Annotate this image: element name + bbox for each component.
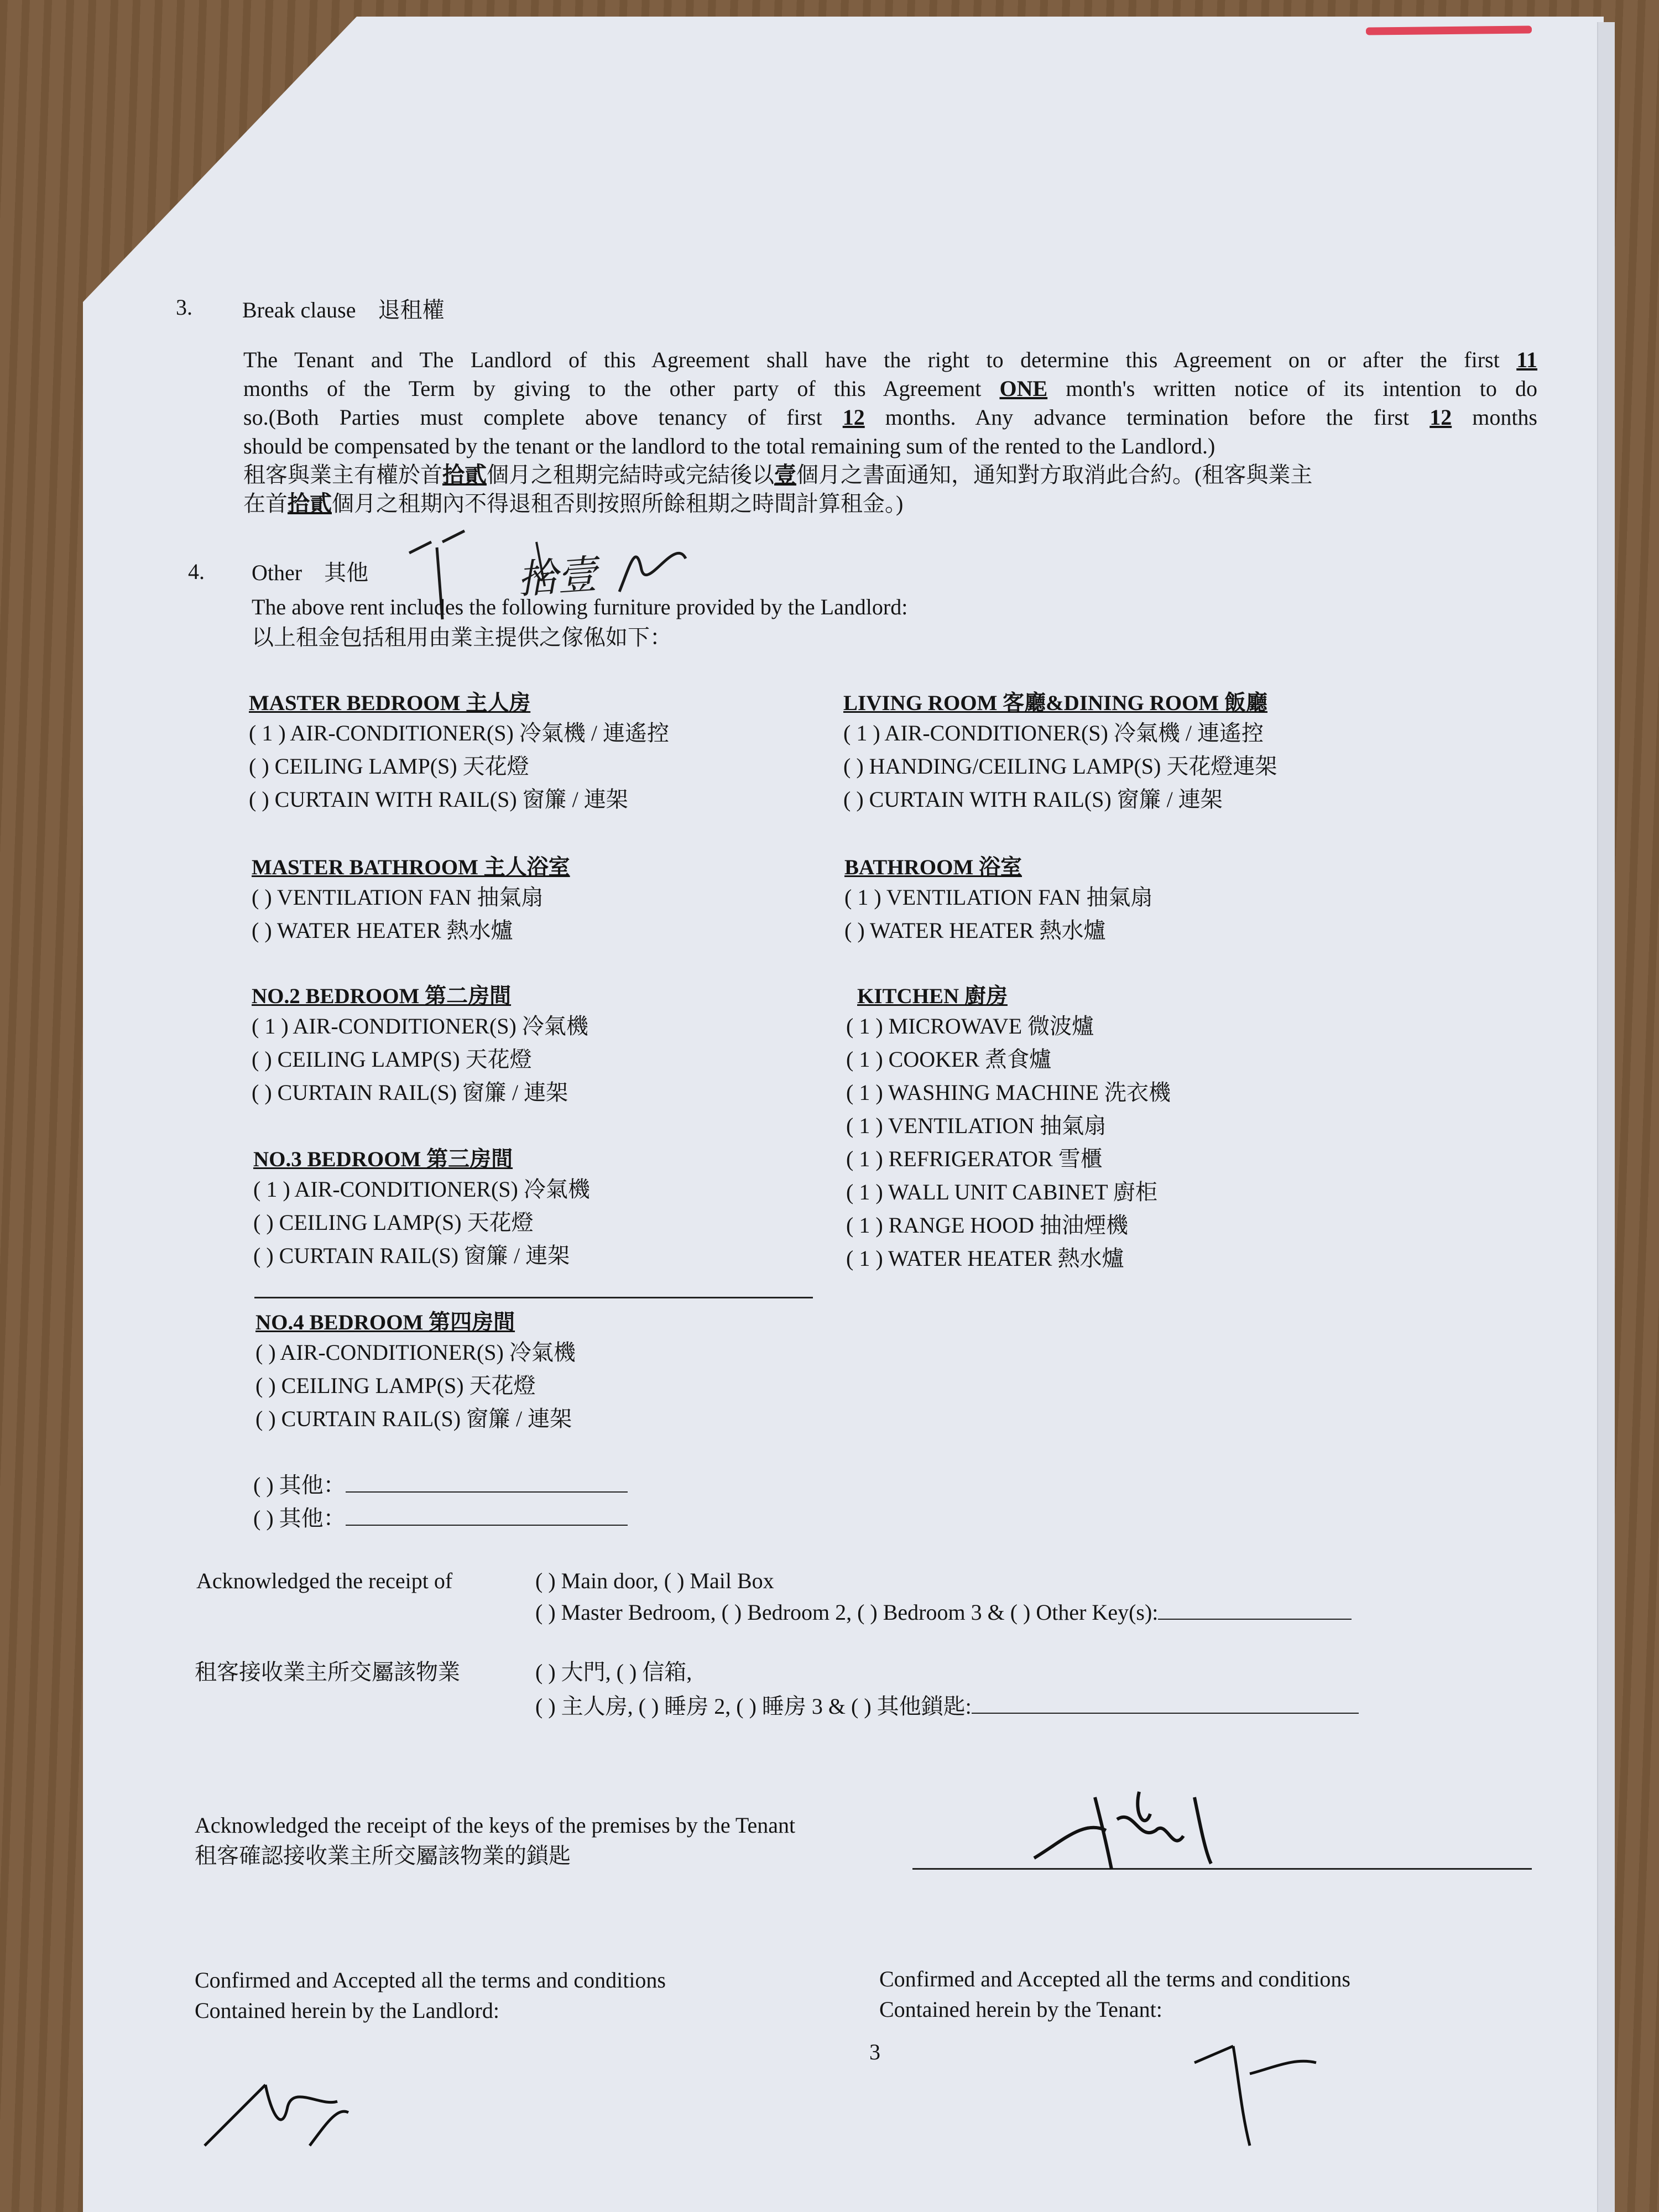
list-item: ( ) CURTAIN RAIL(S) 窗簾 / 連架 xyxy=(252,1080,568,1105)
list-item: ( 1 ) REFRIGERATOR 雪櫃 xyxy=(846,1146,1103,1171)
list-item: ( 1 ) AIR-CONDITIONER(S) 冷氣機 / 連遙控 xyxy=(843,721,1264,745)
section-divider xyxy=(254,1297,813,1298)
clause-3-line-4: should be compensated by the tenant or the landlord to the total remaining sum of the rented to the Landlord.) xyxy=(243,434,1215,458)
room-heading: NO.3 BEDROOM 第三房間 xyxy=(253,1147,513,1171)
keys-zh-line-2: ( ) 主人房, ( ) 睡房 2, ( ) 睡房 3 & ( ) 其他鎖匙: xyxy=(535,1691,1359,1721)
list-item: ( ) CEILING LAMP(S) 天花燈 xyxy=(253,1210,534,1235)
list-item: ( 1 ) COOKER 煮食爐 xyxy=(846,1047,1052,1072)
room-heading: NO.4 BEDROOM 第四房間 xyxy=(255,1311,515,1334)
tenant-key-signature xyxy=(1029,1775,1239,1886)
room-heading: KITCHEN 廚房 xyxy=(857,984,1008,1008)
clause-3-zh-line-2: 在首拾貳個月之租期內不得退租否則按照所餘租期之時間計算租金。) xyxy=(243,491,904,516)
room-heading: NO.2 BEDROOM 第二房間 xyxy=(252,984,512,1008)
clause-4-zh-line: 以上租金包括租用由業主提供之傢俬如下： xyxy=(252,625,672,650)
other-keys-blank xyxy=(1158,1597,1352,1620)
clause-4-en-line: The above rent includes the following furniture provided by the Landlord: xyxy=(252,594,908,619)
list-item: ( ) HANDING/CEILING LAMP(S) 天花燈連架 xyxy=(843,754,1277,779)
clause-3-line-2: months of the Term by giving to the other party of this Agreement ONE month's written notice of its intention to do xyxy=(243,376,1537,401)
room-no4-bedroom xyxy=(255,1305,576,1438)
landlord-confirm-l2: Contained herein by the Landlord: xyxy=(195,1998,499,2023)
clause-3-number: 3. xyxy=(176,295,192,320)
room-master-bathroom xyxy=(252,850,570,950)
keys-zh-line-1: ( ) 大門, ( ) 信箱, xyxy=(535,1660,692,1684)
list-item: ( ) WATER HEATER 熱水爐 xyxy=(252,918,513,943)
list-item: ( ) VENTILATION FAN 抽氣扇 xyxy=(252,885,544,910)
list-item: ( ) CURTAIN RAIL(S) 窗簾 / 連架 xyxy=(255,1406,572,1431)
list-item: ( ) CURTAIN WITH RAIL(S) 窗簾 / 連架 xyxy=(249,787,628,812)
list-item: ( ) CEILING LAMP(S) 天花燈 xyxy=(249,754,529,779)
handwritten-note: 拾壹 xyxy=(515,551,599,603)
clause-3-line-3: so.(Both Parties must complete above tenancy of first 12 months. Any advance termination before the first 12 months xyxy=(243,405,1537,430)
room-heading: MASTER BATHROOM 主人浴室 xyxy=(252,855,570,879)
room-heading: MASTER BEDROOM 主人房 xyxy=(249,691,531,715)
tenant-signature xyxy=(1189,2024,1333,2179)
clause-3-zh-line-1: 租客與業主有權於首拾貳個月之租期完結時或完結後以壹個月之書面通知，通知對方取消此合約。(租客與業主 xyxy=(243,462,1313,487)
room-heading: LIVING ROOM 客廳&DINING ROOM 飯廳 xyxy=(843,691,1267,715)
list-item: ( ) CURTAIN WITH RAIL(S) 窗簾 / 連架 xyxy=(843,787,1223,812)
tenant-ack-en: Acknowledged the receipt of the keys of the premises by the Tenant xyxy=(195,1813,796,1838)
clause-3-title: Break clause 退租權 xyxy=(242,298,445,322)
list-item: ( 1 ) WASHING MACHINE 洗衣機 xyxy=(846,1080,1171,1105)
list-item: ( 1 ) VENTILATION 抽氣扇 xyxy=(846,1113,1107,1138)
landlord-confirm-l1: Confirmed and Accepted all the terms and conditions xyxy=(195,1968,666,1992)
landlord-signature xyxy=(199,2024,376,2179)
room-bathroom xyxy=(844,850,1152,950)
stacked-pages-edge xyxy=(1597,22,1615,2212)
keys-en-line-1: ( ) Main door, ( ) Mail Box xyxy=(535,1568,774,1593)
room-living-dining xyxy=(843,686,1277,818)
room-heading: BATHROOM 浴室 xyxy=(844,855,1022,879)
list-item: ( 1 ) WALL UNIT CABINET 廚柜 xyxy=(846,1180,1157,1204)
list-item: ( 1 ) RANGE HOOD 抽油煙機 xyxy=(846,1213,1128,1238)
other-keys-zh-blank xyxy=(972,1691,1359,1714)
clause-3-line-1: The Tenant and The Landlord of this Agreement shall have the right to determine this Agreement on or after the first 11 xyxy=(243,347,1537,372)
clause-4-number: 4. xyxy=(188,559,205,584)
other-item-2: ( ) 其他： xyxy=(253,1503,628,1533)
list-item: ( 1 ) VENTILATION FAN 抽氣扇 xyxy=(844,885,1153,910)
other-item-2-blank xyxy=(346,1503,628,1526)
room-no2-bedroom xyxy=(252,979,588,1112)
tenant-confirm-l1: Confirmed and Accepted all the terms and conditions xyxy=(879,1966,1350,1991)
keys-en-label: Acknowledged the receipt of xyxy=(196,1568,453,1593)
list-item: ( ) CURTAIN RAIL(S) 窗簾 / 連架 xyxy=(253,1243,570,1268)
list-item: ( 1 ) AIR-CONDITIONER(S) 冷氣機 / 連遙控 xyxy=(249,721,669,745)
list-item: ( 1 ) AIR-CONDITIONER(S) 冷氣機 xyxy=(252,1014,588,1039)
room-no3-bedroom xyxy=(253,1142,590,1275)
room-master-bedroom xyxy=(249,686,669,818)
keys-zh-label: 租客接收業主所交屬該物業 xyxy=(195,1660,460,1684)
clause-3-body xyxy=(243,346,1537,518)
page-number: 3 xyxy=(869,2039,880,2064)
tenant-confirm-l2: Contained herein by the Tenant: xyxy=(879,1997,1162,2022)
keys-en-line-2: ( ) Master Bedroom, ( ) Bedroom 2, ( ) Bedroom 3 & ( ) Other Key(s): xyxy=(535,1597,1352,1627)
clause-4-title: Other 其他 xyxy=(252,560,369,585)
tenant-ack-zh: 租客確認接收業主所交屬該物業的鎖匙 xyxy=(195,1843,571,1868)
list-item: ( ) CEILING LAMP(S) 天花燈 xyxy=(252,1047,532,1072)
other-item-1-blank xyxy=(346,1469,628,1493)
list-item: ( 1 ) WATER HEATER 熱水爐 xyxy=(846,1246,1124,1271)
list-item: ( 1 ) MICROWAVE 微波爐 xyxy=(846,1014,1094,1039)
list-item: ( ) WATER HEATER 熱水爐 xyxy=(844,918,1106,943)
list-item: ( 1 ) AIR-CONDITIONER(S) 冷氣機 xyxy=(253,1177,590,1202)
room-kitchen xyxy=(846,979,1171,1277)
other-item-1: ( ) 其他： xyxy=(253,1469,628,1500)
list-item: ( ) AIR-CONDITIONER(S) 冷氣機 xyxy=(255,1340,576,1365)
list-item: ( ) CEILING LAMP(S) 天花燈 xyxy=(255,1373,536,1398)
